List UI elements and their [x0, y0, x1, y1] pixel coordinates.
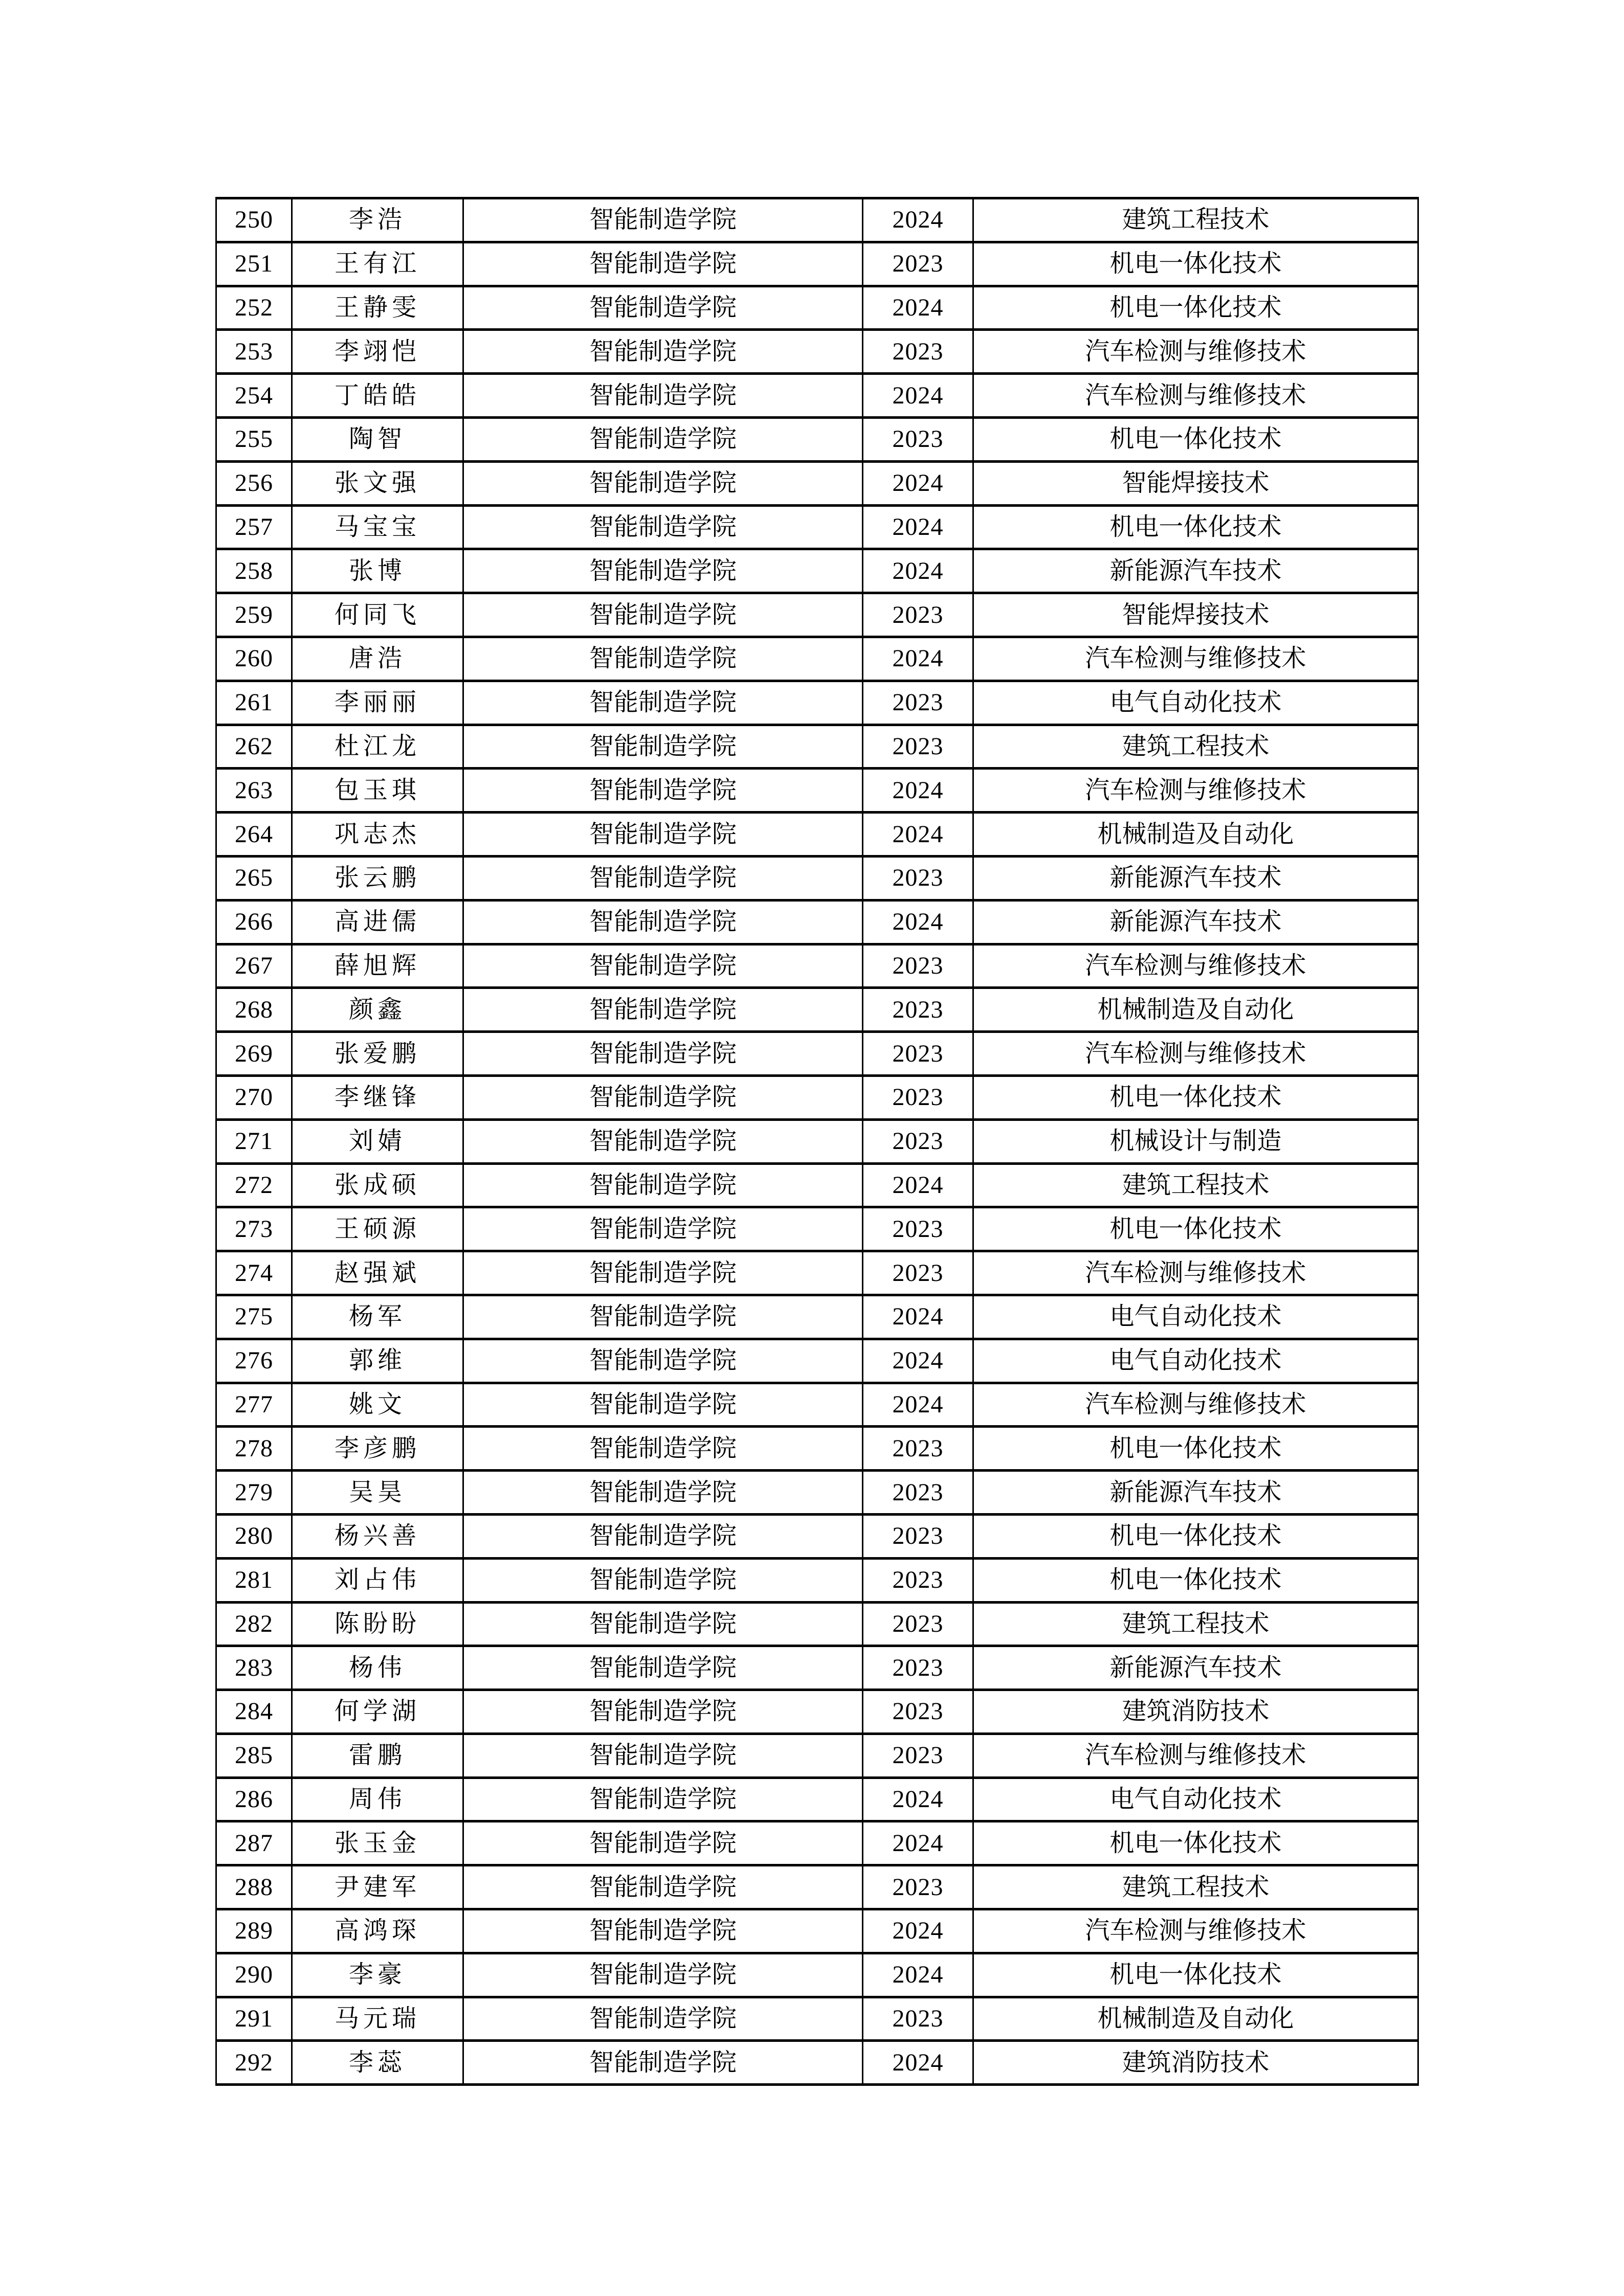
cell-major: 新能源汽车技术 — [973, 900, 1418, 944]
table-row — [216, 1690, 1418, 1734]
cell-year: 2024 — [863, 374, 973, 418]
cell-name: 陶智 — [292, 417, 463, 461]
cell-major: 电气自动化技术 — [973, 1339, 1418, 1383]
table-row — [216, 286, 1418, 330]
cell-name: 李彦鹏 — [292, 1427, 463, 1471]
cell-name: 吴昊 — [292, 1471, 463, 1515]
cell-college: 智能制造学院 — [463, 549, 863, 593]
cell-number: 291 — [216, 1997, 292, 2041]
cell-major: 电气自动化技术 — [973, 681, 1418, 725]
cell-name: 张玉金 — [292, 1821, 463, 1865]
cell-name: 赵强斌 — [292, 1251, 463, 1295]
cell-major: 机电一体化技术 — [973, 1427, 1418, 1471]
cell-year: 2023 — [863, 1690, 973, 1734]
cell-name: 李浩 — [292, 198, 463, 242]
cell-number: 284 — [216, 1690, 292, 1734]
cell-college: 智能制造学院 — [463, 1383, 863, 1427]
cell-year: 2023 — [863, 1997, 973, 2041]
cell-major: 汽车检测与维修技术 — [973, 769, 1418, 813]
cell-name: 雷鹏 — [292, 1734, 463, 1777]
cell-major: 建筑工程技术 — [973, 725, 1418, 769]
cell-major: 新能源汽车技术 — [973, 549, 1418, 593]
cell-college: 智能制造学院 — [463, 1777, 863, 1821]
table-row — [216, 593, 1418, 637]
cell-college: 智能制造学院 — [463, 417, 863, 461]
table-row — [216, 198, 1418, 242]
cell-college: 智能制造学院 — [463, 198, 863, 242]
cell-name: 李蕊 — [292, 2041, 463, 2085]
cell-year: 2024 — [863, 1383, 973, 1427]
cell-college: 智能制造学院 — [463, 1163, 863, 1207]
cell-year: 2023 — [863, 1075, 973, 1119]
cell-college: 智能制造学院 — [463, 900, 863, 944]
table-row — [216, 1032, 1418, 1076]
cell-college: 智能制造学院 — [463, 374, 863, 418]
cell-name: 薛旭辉 — [292, 944, 463, 988]
cell-major: 电气自动化技术 — [973, 1777, 1418, 1821]
cell-college: 智能制造学院 — [463, 681, 863, 725]
cell-name: 王有江 — [292, 242, 463, 286]
cell-number: 275 — [216, 1295, 292, 1339]
cell-college: 智能制造学院 — [463, 1997, 863, 2041]
table-row — [216, 1383, 1418, 1427]
cell-college: 智能制造学院 — [463, 637, 863, 681]
cell-major: 新能源汽车技术 — [973, 856, 1418, 900]
cell-college: 智能制造学院 — [463, 2041, 863, 2085]
cell-college: 智能制造学院 — [463, 856, 863, 900]
cell-name: 姚文 — [292, 1383, 463, 1427]
cell-college: 智能制造学院 — [463, 1690, 863, 1734]
table-row — [216, 1646, 1418, 1690]
cell-year: 2024 — [863, 286, 973, 330]
cell-number: 265 — [216, 856, 292, 900]
cell-number: 290 — [216, 1953, 292, 1997]
cell-major: 汽车检测与维修技术 — [973, 944, 1418, 988]
cell-college: 智能制造学院 — [463, 725, 863, 769]
cell-major: 建筑工程技术 — [973, 1865, 1418, 1909]
table-row — [216, 637, 1418, 681]
cell-year: 2024 — [863, 637, 973, 681]
table-row — [216, 856, 1418, 900]
cell-major: 建筑消防技术 — [973, 1690, 1418, 1734]
cell-number: 281 — [216, 1558, 292, 1602]
cell-name: 张云鹏 — [292, 856, 463, 900]
cell-name: 杨伟 — [292, 1646, 463, 1690]
cell-major: 机电一体化技术 — [973, 1514, 1418, 1558]
cell-number: 273 — [216, 1207, 292, 1251]
cell-name: 王硕源 — [292, 1207, 463, 1251]
cell-year: 2023 — [863, 856, 973, 900]
cell-name: 高进儒 — [292, 900, 463, 944]
cell-college: 智能制造学院 — [463, 242, 863, 286]
cell-year: 2023 — [863, 1471, 973, 1515]
cell-major: 机电一体化技术 — [973, 1558, 1418, 1602]
cell-name: 张成硕 — [292, 1163, 463, 1207]
cell-name: 唐浩 — [292, 637, 463, 681]
cell-year: 2024 — [863, 198, 973, 242]
cell-college: 智能制造学院 — [463, 461, 863, 505]
table-row — [216, 417, 1418, 461]
cell-name: 李继锋 — [292, 1075, 463, 1119]
cell-name: 张博 — [292, 549, 463, 593]
cell-number: 262 — [216, 725, 292, 769]
cell-year: 2024 — [863, 900, 973, 944]
cell-number: 264 — [216, 813, 292, 857]
cell-number: 287 — [216, 1821, 292, 1865]
table-row — [216, 1997, 1418, 2041]
cell-number: 252 — [216, 286, 292, 330]
cell-major: 建筑消防技术 — [973, 2041, 1418, 2085]
table-row — [216, 461, 1418, 505]
cell-major: 电气自动化技术 — [973, 1295, 1418, 1339]
cell-major: 智能焊接技术 — [973, 593, 1418, 637]
cell-major: 汽车检测与维修技术 — [973, 1383, 1418, 1427]
cell-number: 271 — [216, 1119, 292, 1163]
cell-number: 269 — [216, 1032, 292, 1076]
cell-number: 260 — [216, 637, 292, 681]
cell-year: 2023 — [863, 1558, 973, 1602]
cell-number: 268 — [216, 988, 292, 1032]
cell-name: 郭维 — [292, 1339, 463, 1383]
cell-year: 2023 — [863, 944, 973, 988]
cell-college: 智能制造学院 — [463, 988, 863, 1032]
cell-college: 智能制造学院 — [463, 944, 863, 988]
cell-college: 智能制造学院 — [463, 813, 863, 857]
cell-major: 汽车检测与维修技术 — [973, 1734, 1418, 1777]
cell-name: 王静雯 — [292, 286, 463, 330]
table-body — [216, 198, 1418, 2085]
cell-college: 智能制造学院 — [463, 1207, 863, 1251]
table-row — [216, 681, 1418, 725]
cell-year: 2024 — [863, 1821, 973, 1865]
cell-name: 杨兴善 — [292, 1514, 463, 1558]
cell-major: 机电一体化技术 — [973, 1953, 1418, 1997]
cell-number: 280 — [216, 1514, 292, 1558]
cell-major: 汽车检测与维修技术 — [973, 374, 1418, 418]
table-row — [216, 2041, 1418, 2085]
table-row — [216, 1207, 1418, 1251]
cell-year: 2023 — [863, 1207, 973, 1251]
cell-name: 刘占伟 — [292, 1558, 463, 1602]
cell-major: 建筑工程技术 — [973, 1602, 1418, 1646]
cell-college: 智能制造学院 — [463, 505, 863, 549]
cell-year: 2023 — [863, 330, 973, 374]
cell-year: 2024 — [863, 549, 973, 593]
cell-name: 陈盼盼 — [292, 1602, 463, 1646]
cell-year: 2023 — [863, 681, 973, 725]
table-row — [216, 944, 1418, 988]
cell-major: 机电一体化技术 — [973, 242, 1418, 286]
cell-year: 2024 — [863, 1909, 973, 1953]
cell-major: 机电一体化技术 — [973, 1207, 1418, 1251]
table-row — [216, 1602, 1418, 1646]
cell-college: 智能制造学院 — [463, 593, 863, 637]
cell-name: 巩志杰 — [292, 813, 463, 857]
cell-number: 272 — [216, 1163, 292, 1207]
cell-year: 2023 — [863, 988, 973, 1032]
cell-year: 2024 — [863, 2041, 973, 2085]
table-row — [216, 1295, 1418, 1339]
cell-major: 机械制造及自动化 — [973, 813, 1418, 857]
table-row — [216, 988, 1418, 1032]
cell-number: 270 — [216, 1075, 292, 1119]
cell-name: 包玉琪 — [292, 769, 463, 813]
table-row — [216, 330, 1418, 374]
cell-college: 智能制造学院 — [463, 769, 863, 813]
cell-number: 250 — [216, 198, 292, 242]
cell-major: 汽车检测与维修技术 — [973, 330, 1418, 374]
cell-year: 2023 — [863, 1602, 973, 1646]
cell-year: 2023 — [863, 593, 973, 637]
cell-major: 机电一体化技术 — [973, 1075, 1418, 1119]
cell-major: 机电一体化技术 — [973, 417, 1418, 461]
cell-name: 高鸿琛 — [292, 1909, 463, 1953]
cell-college: 智能制造学院 — [463, 1558, 863, 1602]
cell-year: 2024 — [863, 461, 973, 505]
cell-major: 机械制造及自动化 — [973, 988, 1418, 1032]
cell-college: 智能制造学院 — [463, 1339, 863, 1383]
cell-name: 杜江龙 — [292, 725, 463, 769]
cell-major: 新能源汽车技术 — [973, 1471, 1418, 1515]
table-row — [216, 1075, 1418, 1119]
cell-name: 马元瑞 — [292, 1997, 463, 2041]
cell-major: 汽车检测与维修技术 — [973, 1909, 1418, 1953]
cell-name: 周伟 — [292, 1777, 463, 1821]
cell-year: 2023 — [863, 1251, 973, 1295]
cell-college: 智能制造学院 — [463, 1602, 863, 1646]
table-row — [216, 549, 1418, 593]
cell-name: 何学湖 — [292, 1690, 463, 1734]
cell-year: 2023 — [863, 1646, 973, 1690]
cell-major: 汽车检测与维修技术 — [973, 1251, 1418, 1295]
cell-major: 汽车检测与维修技术 — [973, 1032, 1418, 1076]
cell-college: 智能制造学院 — [463, 1646, 863, 1690]
cell-number: 276 — [216, 1339, 292, 1383]
cell-number: 253 — [216, 330, 292, 374]
cell-number: 263 — [216, 769, 292, 813]
cell-number: 258 — [216, 549, 292, 593]
cell-name: 李丽丽 — [292, 681, 463, 725]
cell-college: 智能制造学院 — [463, 1909, 863, 1953]
table-row — [216, 242, 1418, 286]
cell-number: 256 — [216, 461, 292, 505]
cell-major: 智能焊接技术 — [973, 461, 1418, 505]
cell-name: 颜鑫 — [292, 988, 463, 1032]
cell-number: 257 — [216, 505, 292, 549]
cell-college: 智能制造学院 — [463, 1251, 863, 1295]
cell-year: 2023 — [863, 1427, 973, 1471]
cell-year: 2023 — [863, 1865, 973, 1909]
cell-year: 2023 — [863, 725, 973, 769]
cell-name: 张文强 — [292, 461, 463, 505]
cell-college: 智能制造学院 — [463, 1821, 863, 1865]
cell-name: 尹建军 — [292, 1865, 463, 1909]
cell-college: 智能制造学院 — [463, 1075, 863, 1119]
cell-major: 机电一体化技术 — [973, 505, 1418, 549]
cell-number: 278 — [216, 1427, 292, 1471]
table-row — [216, 1909, 1418, 1953]
table-row — [216, 1251, 1418, 1295]
cell-college: 智能制造学院 — [463, 1734, 863, 1777]
cell-number: 279 — [216, 1471, 292, 1515]
cell-number: 289 — [216, 1909, 292, 1953]
cell-major: 机电一体化技术 — [973, 286, 1418, 330]
cell-college: 智能制造学院 — [463, 1471, 863, 1515]
cell-number: 254 — [216, 374, 292, 418]
table-row — [216, 1734, 1418, 1777]
table-row — [216, 1514, 1418, 1558]
cell-number: 259 — [216, 593, 292, 637]
cell-major: 汽车检测与维修技术 — [973, 637, 1418, 681]
cell-year: 2023 — [863, 1032, 973, 1076]
cell-major: 建筑工程技术 — [973, 198, 1418, 242]
cell-number: 255 — [216, 417, 292, 461]
table-row — [216, 505, 1418, 549]
cell-number: 292 — [216, 2041, 292, 2085]
cell-name: 李翊恺 — [292, 330, 463, 374]
table-row — [216, 725, 1418, 769]
cell-year: 2023 — [863, 1119, 973, 1163]
table-row — [216, 1953, 1418, 1997]
table-row — [216, 1119, 1418, 1163]
cell-number: 285 — [216, 1734, 292, 1777]
table-row — [216, 1339, 1418, 1383]
student-roster-table — [215, 197, 1419, 2086]
cell-major: 新能源汽车技术 — [973, 1646, 1418, 1690]
cell-number: 288 — [216, 1865, 292, 1909]
cell-number: 266 — [216, 900, 292, 944]
cell-major: 机械制造及自动化 — [973, 1997, 1418, 2041]
table-row — [216, 1558, 1418, 1602]
cell-year: 2024 — [863, 1339, 973, 1383]
cell-year: 2024 — [863, 769, 973, 813]
cell-year: 2023 — [863, 1734, 973, 1777]
cell-name: 张爱鹏 — [292, 1032, 463, 1076]
cell-college: 智能制造学院 — [463, 1865, 863, 1909]
cell-number: 267 — [216, 944, 292, 988]
cell-major: 机电一体化技术 — [973, 1821, 1418, 1865]
cell-year: 2024 — [863, 1295, 973, 1339]
cell-college: 智能制造学院 — [463, 1295, 863, 1339]
table-row — [216, 374, 1418, 418]
cell-year: 2024 — [863, 813, 973, 857]
cell-number: 283 — [216, 1646, 292, 1690]
cell-name: 杨军 — [292, 1295, 463, 1339]
cell-year: 2023 — [863, 242, 973, 286]
cell-year: 2023 — [863, 1514, 973, 1558]
table-row — [216, 769, 1418, 813]
cell-number: 277 — [216, 1383, 292, 1427]
cell-name: 李豪 — [292, 1953, 463, 1997]
cell-major: 建筑工程技术 — [973, 1163, 1418, 1207]
table-row — [216, 1821, 1418, 1865]
cell-year: 2024 — [863, 1953, 973, 1997]
cell-number: 282 — [216, 1602, 292, 1646]
cell-major: 机械设计与制造 — [973, 1119, 1418, 1163]
cell-college: 智能制造学院 — [463, 1119, 863, 1163]
cell-college: 智能制造学院 — [463, 1032, 863, 1076]
table-row — [216, 1427, 1418, 1471]
table-row — [216, 1777, 1418, 1821]
cell-year: 2024 — [863, 1163, 973, 1207]
table-row — [216, 900, 1418, 944]
table-row — [216, 813, 1418, 857]
cell-name: 何同飞 — [292, 593, 463, 637]
cell-number: 261 — [216, 681, 292, 725]
cell-name: 马宝宝 — [292, 505, 463, 549]
cell-college: 智能制造学院 — [463, 1953, 863, 1997]
table-row — [216, 1471, 1418, 1515]
cell-name: 丁皓皓 — [292, 374, 463, 418]
table-row — [216, 1163, 1418, 1207]
cell-name: 刘婧 — [292, 1119, 463, 1163]
cell-college: 智能制造学院 — [463, 330, 863, 374]
table-row — [216, 1865, 1418, 1909]
cell-college: 智能制造学院 — [463, 1427, 863, 1471]
cell-year: 2024 — [863, 1777, 973, 1821]
cell-year: 2023 — [863, 417, 973, 461]
cell-college: 智能制造学院 — [463, 1514, 863, 1558]
cell-number: 274 — [216, 1251, 292, 1295]
cell-year: 2024 — [863, 505, 973, 549]
cell-number: 286 — [216, 1777, 292, 1821]
cell-college: 智能制造学院 — [463, 286, 863, 330]
cell-number: 251 — [216, 242, 292, 286]
